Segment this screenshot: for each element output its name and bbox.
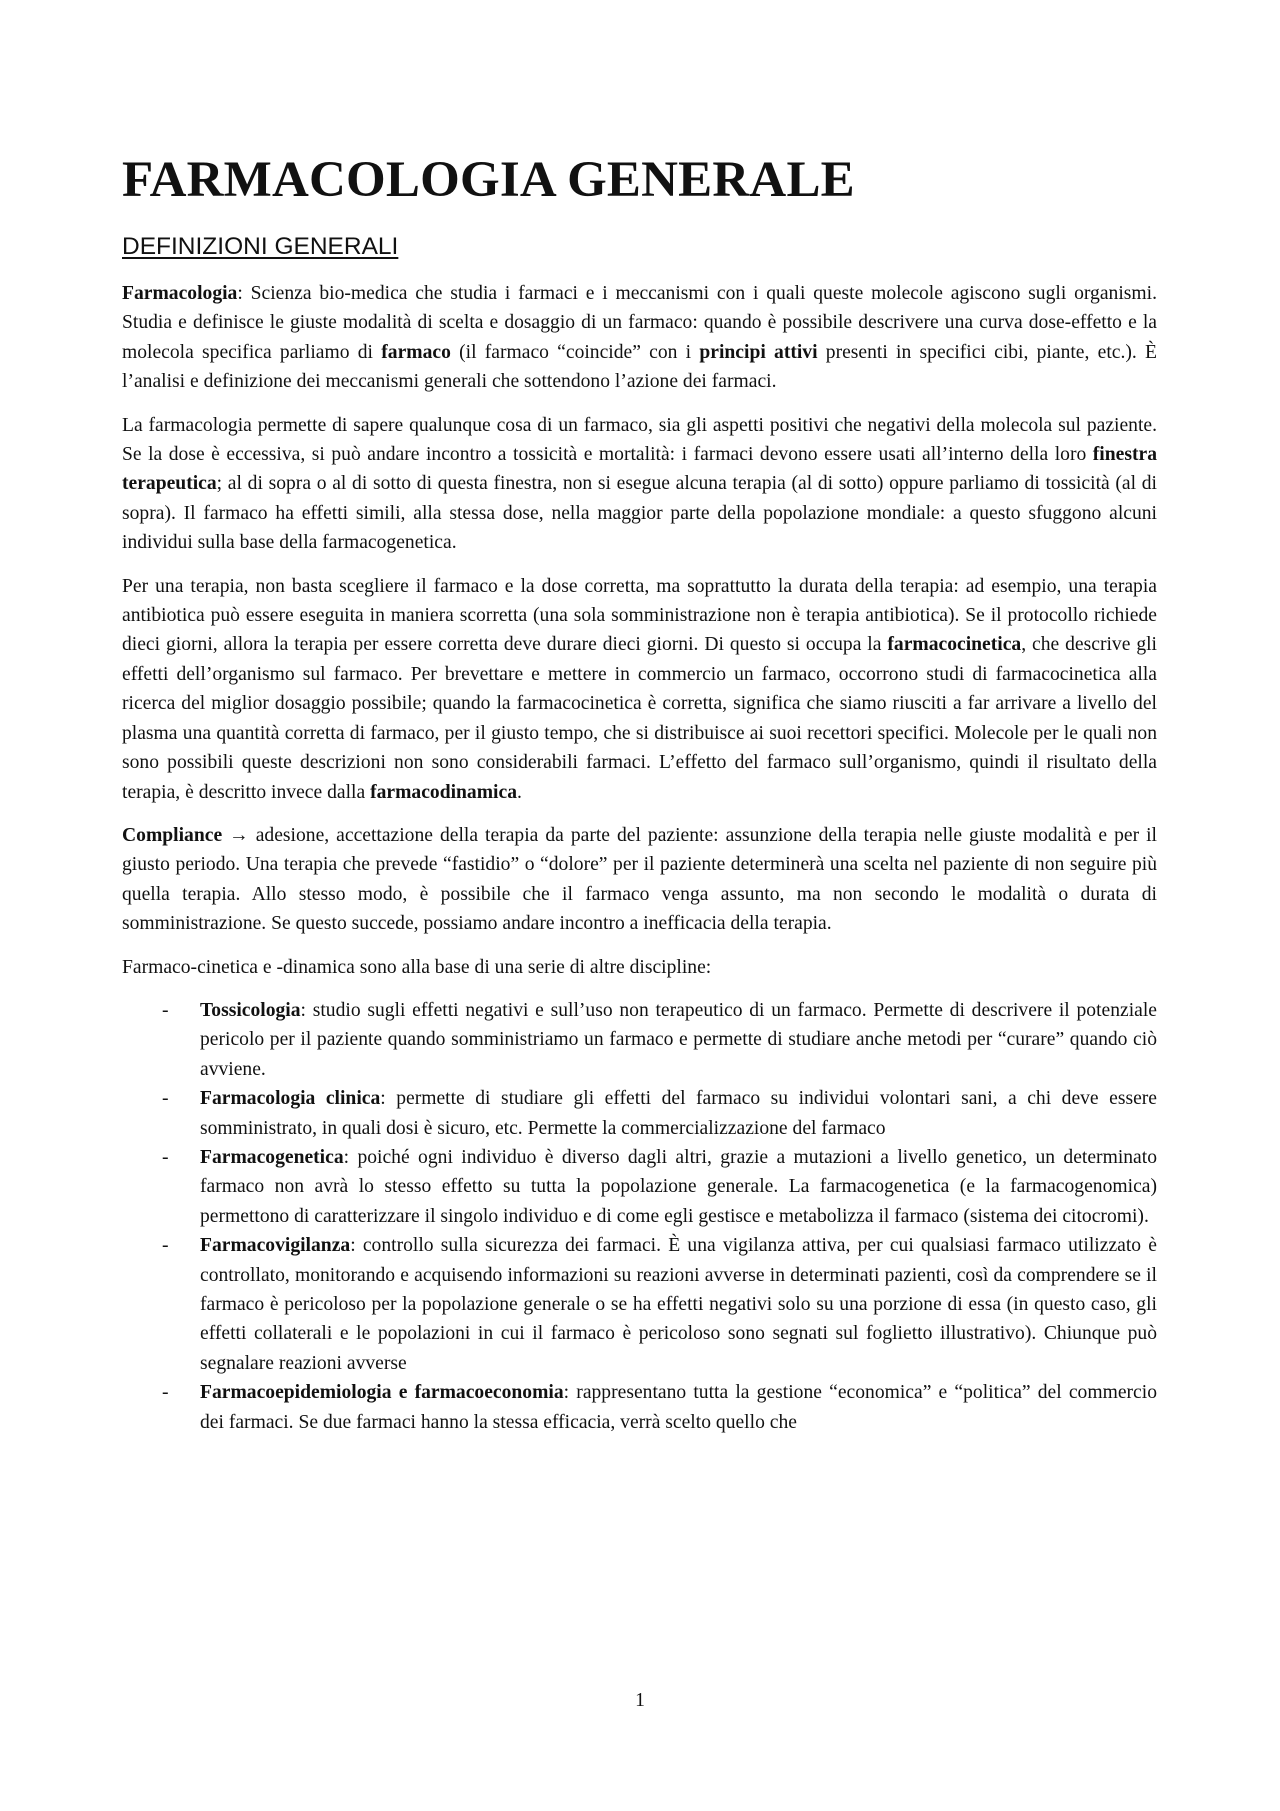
section-heading: DEFINIZIONI GENERALI [122, 233, 399, 260]
term-farmacologia: Farmacologia [122, 283, 238, 304]
paragraph-farmacologia [122, 279, 1157, 397]
page-content [122, 150, 1157, 1437]
list-item-term: Tossicologia [200, 999, 301, 1021]
list-item-farmacogenetica [122, 1143, 1157, 1231]
term-farmacodinamica: farmacodinamica [370, 781, 517, 803]
list-item-term: Farmacovigilanza [200, 1235, 351, 1257]
list-item-farmacovigilanza [122, 1231, 1157, 1378]
list-item-text: : rappresentano tutta la gestione “economica” e “politica” del commercio dei farmaci. Se due farmaci hanno la stessa efficacia, verrà scelto quello che [200, 1382, 1157, 1433]
term-finestra-terapeutica: finestra terapeutica [122, 444, 1157, 495]
disciplines-list [122, 996, 1157, 1437]
list-dash: - [162, 999, 169, 1021]
list-item-text: : studio sugli effetti negativi e sull’uso non terapeutico di un farmaco. Permette di descrivere il potenziale pericolo per il paziente quando somministriamo un farmaco e permette di studiare anche metodi per “curare” quando ciò avviene. [200, 999, 1157, 1080]
list-dash: - [162, 1146, 169, 1168]
paragraph-text: (il farmaco “coincide” con i [450, 341, 700, 363]
paragraph-text: La farmacologia permette di sapere qualunque cosa di un farmaco, sia gli aspetti positivi che negativi della molecola sul paziente. Se la dose è eccessiva, si può andare incontro a tossicità e mortalità: i farmaci devono essere usati all’interno della loro [122, 414, 1157, 466]
term-principi-attivi: principi attivi [699, 341, 818, 363]
list-item-text: : poiché ogni individuo è diverso dagli altri, grazie a mutazioni a livello genetico, un determinato farmaco non avrà lo stesso effetto su tutta la popolazione generale. La farmacogenetica (e la farmacogenomica) permettono di caratterizzare il singolo individuo e di come egli gestisce e metabolizza il farmaco (sistema dei citocromi). [200, 1146, 1157, 1227]
list-dash: - [162, 1088, 169, 1110]
term-compliance: Compliance [122, 824, 223, 846]
term-farmaco: farmaco [381, 341, 451, 363]
paragraph-text: → adesione, accettazione della terapia da parte del paziente: assunzione della terapia nelle giuste modalità e per il giusto periodo. Una terapia che prevede “fastidio” o “dolore” per il paziente determinerà una scelta nel paziente di non seguire più quella terapia. Allo stesso modo, è possibile che il farmaco venga assunto, ma non secondo le modalità o durata di somministrazione. Se questo succede, possiamo andare incontro a inefficacia della terapia. [122, 824, 1157, 935]
list-dash: - [162, 1235, 169, 1257]
paragraph-text: ; al di sopra o al di sotto di questa finestra, non si esegue alcuna terapia (al di sotto) oppure parliamo di tossicità (al di sopra). Il farmaco ha effetti simili, alla stessa dose, nella maggior parte della popolazione mondiale: a questo sfuggono alcuni individui sulla base della farmacogenetica. [122, 473, 1157, 554]
page-number: 1 [635, 1690, 645, 1711]
list-item-term: Farmacologia clinica [200, 1088, 381, 1110]
list-item-term: Farmacoepidemiologia e farmacoeconomia [200, 1382, 564, 1404]
paragraph-text: : Scienza bio-medica che studia i farmaci e i meccanismi con i quali queste molecole agiscono sugli organismi. Studia e definisce le giuste modalità di scelta e dosaggio di un farmaco: quando è possibile descrivere una curva dose-effetto e la molecola specifica parliamo di [122, 283, 1157, 363]
list-item-text: : controllo sulla sicurezza dei farmaci. È una vigilanza attiva, per cui qualsiasi farmaco utilizzato è controllato, monitorando e acquisendo informazioni su reazioni avverse in determinati pazienti, così da comprendere se il farmaco è pericoloso per la popolazione generale o se ha effetti negativi solo su una porzione di essa (in questo caso, gli effetti collaterali e le popolazioni in cui il farmaco è pericoloso sono segnati sul foglietto illustrativo). Chiunque può segnalare reazioni avverse [200, 1235, 1157, 1374]
paragraph-text: Per una terapia, non basta scegliere il farmaco e la dose corretta, ma soprattutto la durata della terapia: ad esempio, una terapia antibiotica può essere eseguita in maniera scorretta (una sola somministrazione non è terapia antibiotica). Se il protocollo richiede dieci giorni, allora la terapia per essere corretta deve durare dieci giorni. Di questo si occupa la [122, 575, 1157, 656]
paragraph-text: presenti in specifici cibi, piante, etc.). È l’analisi e definizione dei meccanismi generali che sottendono l’azione dei farmaci. [122, 341, 1157, 393]
list-item-tossicologia [122, 996, 1157, 1084]
list-item-term: Farmacogenetica [200, 1146, 344, 1168]
paragraph-finestra-terapeutica [122, 411, 1157, 558]
list-item-farmacologia-clinica [122, 1084, 1157, 1143]
paragraph-text: . [517, 781, 522, 803]
paragraph-farmacocinetica [122, 572, 1157, 807]
list-item-text: : permette di studiare gli effetti del farmaco su individui volontari sani, a chi deve essere somministrato, in quali dosi è sicuro, etc. Permette la commercializzazione del farmaco [200, 1088, 1157, 1139]
list-item-farmacoepidemiologia [122, 1378, 1157, 1437]
paragraph-text: , che descrive gli effetti dell’organismo sul farmaco. Per brevettare e mettere in commercio un farmaco, occorrono studi di farmacocinetica alla ricerca del miglior dosaggio possibile; quando la farmacocinetica è corretta, significa che siamo riusciti a far arrivare a livello del plasma una quantità corretta di farmaco, per il giusto tempo, che si distribuisce ai suoi recettori specifici. Molecole per le quali non sono possibili queste descrizioni non sono considerabili farmaci. L’effetto del farmaco sull’organismo, quindi il risultato della terapia, è descritto invece dalla [122, 634, 1158, 803]
document-title: FARMACOLOGIA GENERALE [122, 152, 855, 208]
paragraph-compliance [122, 821, 1157, 939]
term-farmacocinetica: farmacocinetica [887, 634, 1022, 656]
paragraph-discipline-intro: Farmaco-cinetica e -dinamica sono alla base di una serie di altre discipline: [122, 956, 712, 978]
list-dash: - [162, 1382, 169, 1404]
